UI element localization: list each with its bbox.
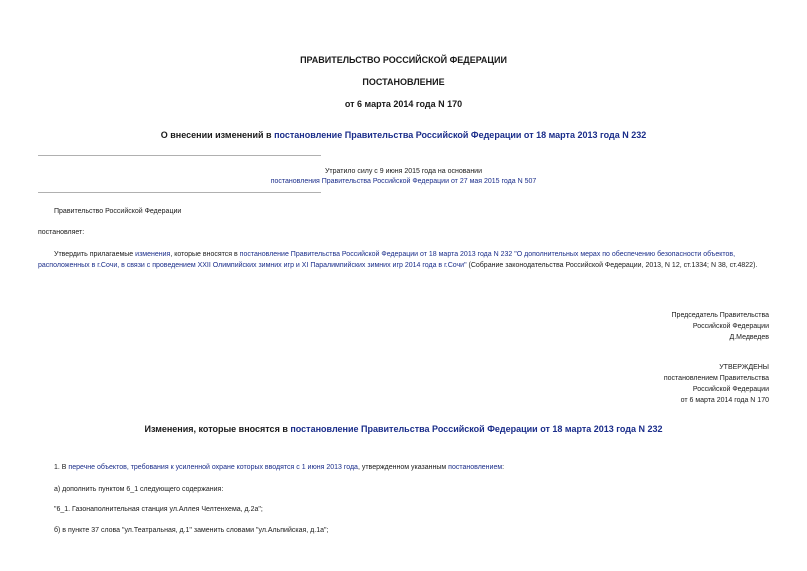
approval-line4: от 6 марта 2014 года N 170	[680, 397, 769, 404]
resolution-232-link[interactable]: постановление Правительства Российской Федерации от 18 марта 2013 года N 232 "О дополнительных мерах по обеспечению безопасности объектов, расположенных в г.Сочи, в связи с проведением XXII Олимпийских зимних игр и XI Паралимпийских зимних игр 2014 года в г.Сочи"	[38, 251, 736, 269]
item1-mid: , утвержденном указанным	[357, 464, 449, 471]
resolution-link[interactable]: постановлением	[448, 464, 503, 471]
notice-top-divider	[38, 155, 321, 156]
expiry-notice-line1: Утратило силу с 9 июня 2015 года на основании	[324, 168, 483, 175]
approval-stamp	[664, 362, 769, 406]
notice-bottom-divider	[38, 192, 321, 193]
change-item-1	[54, 464, 504, 471]
item1-suffix: :	[502, 464, 505, 471]
approval-line2: постановлением Правительства	[663, 375, 769, 382]
approval-line3: Российской Федерации	[692, 386, 769, 393]
signature-name: Д.Медведев	[729, 334, 769, 341]
change-item-a-quote: "6_1. Газонаполнительная станция ул.Аллея Челтенхема, д.2а";	[54, 506, 263, 513]
changes-link[interactable]: изменения	[135, 251, 171, 258]
government-heading: ПРАВИТЕЛЬСТВО РОССИЙСКОЙ ФЕДЕРАЦИИ	[300, 55, 507, 65]
signature-country: Российской Федерации	[692, 323, 769, 330]
changes-title-link[interactable]: постановление Правительства Российской Федерации от 18 марта 2013 года N 232	[290, 424, 663, 434]
changes-title	[0, 424, 807, 434]
document-type-heading: ПОСТАНОВЛЕНИЕ	[362, 77, 445, 87]
body-paragraph	[38, 249, 773, 271]
change-item-a: а) дополнить пунктом 6_1 следующего содержания:	[54, 486, 224, 493]
signature-block	[672, 310, 769, 343]
title-link[interactable]: постановление Правительства Российской Федерации от 18 марта 2013 года N 232	[274, 130, 647, 140]
expiry-notice-link-line	[0, 178, 807, 185]
title-prefix: О внесении изменений в	[160, 130, 275, 140]
para-mid: , которые вносятся в	[170, 251, 240, 258]
signature-position: Председатель Правительства	[671, 312, 769, 319]
expiry-notice-link[interactable]: постановления Правительства Российской Федерации от 27 мая 2015 года N 507	[270, 178, 537, 185]
objects-list-link[interactable]: перечне объектов, требования к усиленной охране которых вводятся с 1 июня 2013 года	[68, 464, 358, 471]
body-government: Правительство Российской Федерации	[54, 208, 182, 215]
approval-heading: УТВЕРЖДЕНЫ	[719, 364, 769, 371]
body-decides: постановляет:	[38, 229, 85, 236]
para-prefix: Утвердить прилагаемые	[54, 251, 136, 258]
changes-title-prefix: Изменения, которые вносятся в	[144, 424, 291, 434]
change-item-b: б) в пункте 37 слова "ул.Театральная, д.1" заменить словами "ул.Альпийская, д.1а";	[54, 527, 329, 534]
item1-prefix: 1. В	[54, 464, 69, 471]
document-title	[0, 130, 807, 140]
para-suffix: (Собрание законодательства Российской Федерации, 2013, N 12, ст.1334; N 38, ст.4822).	[466, 262, 758, 269]
document-date-number: от 6 марта 2014 года N 170	[344, 99, 463, 109]
